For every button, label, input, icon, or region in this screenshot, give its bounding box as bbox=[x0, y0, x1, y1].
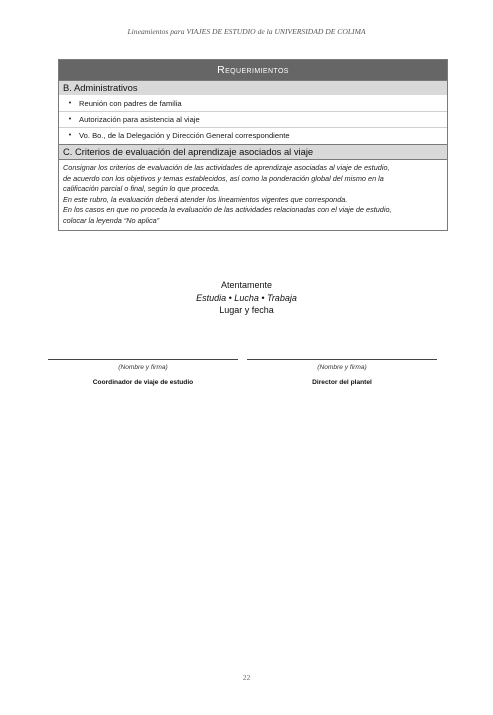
page-number: 22 bbox=[242, 673, 251, 682]
name-signature-label: (Nombre y firma) bbox=[317, 364, 367, 371]
closing-greeting: Atentamente bbox=[220, 280, 273, 290]
place-date: Lugar y fecha bbox=[219, 305, 274, 316]
criteria-line: En este rubro, la evaluación deberá atender los lineamientos vigentes que corresponda. bbox=[63, 194, 348, 204]
name-signature-label: (Nombre y firma) bbox=[118, 364, 168, 371]
closing-block bbox=[0, 279, 493, 317]
criteria-line: Consignar los criterios de evaluación de las actividades de aprendizaje asociadas al viaje de estudio, bbox=[63, 163, 390, 172]
signature-block-director bbox=[247, 359, 437, 386]
requirements-title: Requerimientos bbox=[59, 60, 447, 80]
signer-role: Director del plantel bbox=[312, 379, 372, 386]
list-item bbox=[59, 96, 447, 111]
criteria-line: colocar la leyenda “No aplica” bbox=[63, 215, 160, 225]
criteria-line: de acuerdo con los objetivos y temas establecidos, así como la ponderación global del mismo en la bbox=[63, 173, 384, 183]
criteria-line: calificación parcial o final, según lo que proceda. bbox=[63, 184, 220, 194]
criteria-text bbox=[59, 159, 447, 230]
signature-line bbox=[48, 359, 238, 360]
signature-block-coordinator bbox=[48, 359, 238, 386]
bullet-icon: • bbox=[68, 116, 72, 123]
admin-item-label: Autorización para asistencia al viaje bbox=[79, 115, 200, 124]
admin-items-list bbox=[59, 95, 447, 144]
running-header: Lineamientos para VIAJES DE ESTUDIO de la UNIVERSIDAD DE COLIMA bbox=[127, 27, 366, 36]
signature-line bbox=[247, 359, 437, 360]
admin-item-label: Vo. Bo., de la Delegación y Dirección General correspondiente bbox=[79, 131, 290, 140]
list-item bbox=[59, 111, 447, 127]
criteria-section-header: C. Criterios de evaluación del aprendizaje asociados al viaje bbox=[59, 144, 447, 159]
requirements-table bbox=[58, 59, 448, 231]
bullet-icon: • bbox=[68, 132, 72, 139]
signer-role: Coordinador de viaje de estudio bbox=[92, 379, 194, 386]
bullet-icon: • bbox=[68, 100, 72, 107]
admin-section-header: B. Administrativos bbox=[59, 80, 447, 95]
admin-item-label: Reunión con padres de familia bbox=[79, 99, 182, 108]
institutional-motto: Estudia • Lucha • Trabaja bbox=[196, 292, 297, 303]
list-item bbox=[59, 127, 447, 143]
criteria-line: En los casos en que no proceda la evaluación de las actividades relacionadas con el viaje de estudio, bbox=[63, 205, 392, 215]
